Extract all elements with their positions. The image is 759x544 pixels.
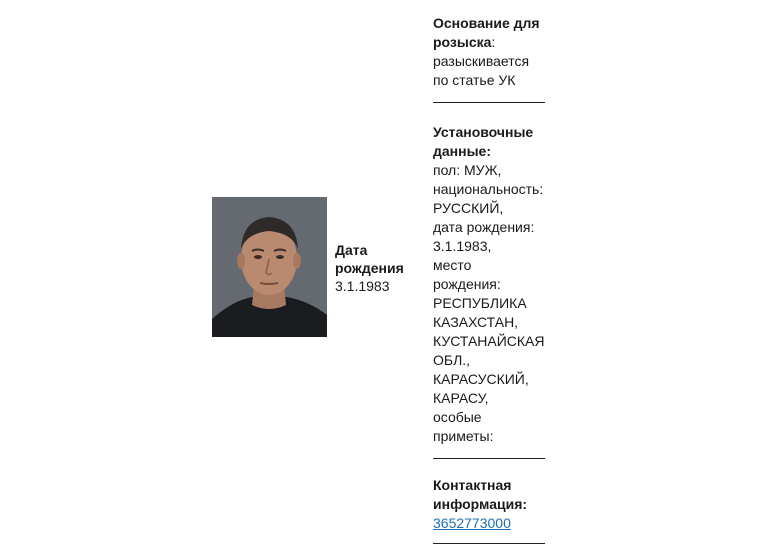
identity-line: приметы: (433, 428, 494, 444)
suspect-photo (212, 197, 327, 337)
photo-caption (335, 241, 415, 295)
reason-heading-line2 (433, 33, 558, 52)
dob-label-line2: рождения (335, 260, 404, 276)
reason-section (433, 14, 558, 102)
details-column (433, 14, 558, 544)
reason-text: разыскивается (433, 53, 530, 69)
identity-line: КАРАСУ, (433, 390, 489, 406)
identity-line: РУССКИЙ, (433, 200, 504, 216)
identity-line: место (433, 257, 472, 273)
divider (433, 458, 545, 459)
dob-value: 3.1.1983 (335, 278, 390, 294)
reason-colon: : (491, 34, 496, 50)
identity-line: особые (433, 409, 482, 425)
identity-section (433, 123, 558, 458)
person-portrait-icon (212, 197, 327, 337)
identity-line: РЕСПУБЛИКА (433, 295, 527, 311)
identity-line: дата рождения: (433, 219, 535, 235)
contact-heading-line2: информация: (433, 496, 528, 512)
reason-text: по статье УК (433, 72, 516, 88)
reason-heading-bold: розыска (433, 34, 492, 50)
identity-line: пол: МУЖ, (433, 162, 502, 178)
dob-label: Дата (335, 242, 368, 258)
phone-link[interactable]: 3652773000 (433, 515, 511, 531)
identity-line: 3.1.1983, (433, 238, 492, 254)
identity-line: КАЗАХСТАН, (433, 314, 519, 330)
identity-line: КАРАСУСКИЙ, (433, 371, 529, 387)
reason-heading: Основание для (433, 15, 540, 31)
contact-heading: Контактная (433, 477, 512, 493)
identity-line: рождения: (433, 276, 501, 292)
identity-heading-line2: данные: (433, 143, 491, 159)
divider (433, 102, 545, 103)
identity-heading: Установочные (433, 124, 534, 140)
identity-line: ОБЛ., (433, 352, 471, 368)
contact-section (433, 476, 558, 543)
identity-line: КУСТАНАЙСКАЯ (433, 333, 545, 349)
identity-line: национальность: (433, 181, 544, 197)
